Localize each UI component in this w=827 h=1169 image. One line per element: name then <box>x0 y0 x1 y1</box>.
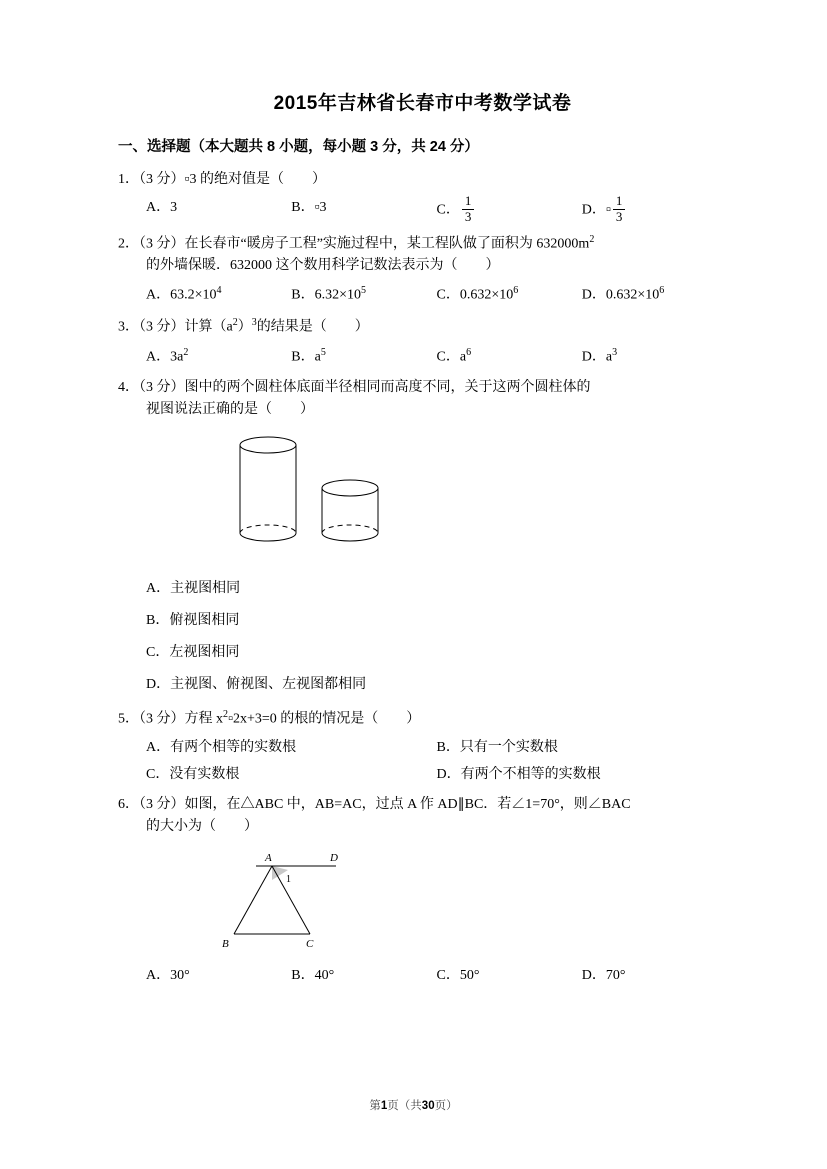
figure-triangle-abc <box>118 844 727 959</box>
footer-middle: 页（共 <box>387 1100 422 1112</box>
section-heading: 一、选择题（本大题共 8 小题，每小题 3 分，共 24 分） <box>118 139 479 155</box>
question-2-choice-c: C．$0.632\times 10^6$ <box>436 285 519 303</box>
question-6-stem-line2: 的大小为（ ） <box>146 819 258 834</box>
footer-prefix: 第 <box>369 1100 381 1112</box>
question-1-choice-a: A．3 <box>146 200 178 216</box>
fraction-one-third: $\frac{1}{3}$ <box>462 194 475 225</box>
question-6-score: （3 分） <box>139 797 185 813</box>
question-6-choices <box>118 963 727 990</box>
question-2-choice-b: B．$6.32\times 10^5$ <box>291 285 366 303</box>
question-1-choice-b: B．▫3 <box>291 200 327 216</box>
question-3-choice-c: C．$a^6$ <box>436 347 472 365</box>
question-1-number: 1． <box>118 172 139 187</box>
triangle-label-d: D <box>330 851 338 864</box>
question-4-stem-line2: 视图说法正确的是（ ） <box>146 401 314 417</box>
question-3-choices <box>118 343 727 371</box>
question-2-stem-line2: 的外墙保暖．632000 这个数用科学记数法表示为（ ） <box>146 258 500 274</box>
triangle-svg <box>218 844 388 954</box>
question-2-number: 2． <box>118 236 139 252</box>
question-5 <box>118 707 727 731</box>
question-1-choice-d-label: D． <box>581 202 606 218</box>
question-4 <box>118 377 727 420</box>
question-6-choice-b: B．40° <box>291 967 335 983</box>
question-6 <box>118 794 727 837</box>
question-1-choice-c-label: C． <box>436 202 460 218</box>
question-6-choice-d: D．70° <box>581 967 626 983</box>
question-6-choice-a: A．30° <box>146 967 190 983</box>
question-3-stem: 3．（3 分）计算$(a^2)^3$的结果是（ ） <box>118 317 369 335</box>
question-4-stem-line1: 4．（3 分）图中的两个圆柱体底面半径相同而高度不同，关于这两个圆柱体的 <box>118 380 591 396</box>
triangle-label-c: C <box>306 937 314 950</box>
fraction-one-third-negative: $\frac{1}{3}$ <box>613 194 626 225</box>
question-3-choice-a: A．$3a^2$ <box>146 347 189 365</box>
footer-page-number: 1 <box>380 1100 388 1112</box>
question-2-choice-a: A．$63.2\times 10^4$ <box>146 285 222 303</box>
footer-suffix: 页） <box>434 1100 458 1112</box>
question-1-minus: ▫ <box>184 172 190 187</box>
question-3-choice-b: B．$a^5$ <box>291 347 326 365</box>
question-4-score: （3 分） <box>139 380 185 396</box>
footer-total-pages: 30 <box>421 1100 435 1112</box>
question-6-number: 6． <box>118 797 139 813</box>
question-5-number: 5． <box>118 712 139 728</box>
triangle-label-angle1: 1 <box>286 873 291 885</box>
question-6-choice-c: C．50° <box>436 967 480 983</box>
question-5-stem: 5．（3 分）方程 $x^2▫2x+3=0$ 的根的情况是（ ） <box>118 709 421 728</box>
page-footer <box>0 1097 827 1113</box>
question-2-choices <box>118 281 727 309</box>
question-4-choice-c: C．左视图相同 <box>146 645 240 660</box>
question-1-choice-d: D．▫ $\frac{1}{3}$ <box>582 195 727 226</box>
question-4-choice-b: B．俯视图相同 <box>146 612 240 628</box>
question-4-choice-d: D．主视图、俯视图、左视图都相同 <box>146 677 367 693</box>
question-3-number: 3． <box>118 319 139 335</box>
question-2 <box>118 232 727 277</box>
question-5-score: （3 分） <box>139 712 185 728</box>
triangle-label-a: A <box>265 851 272 864</box>
question-5-choices <box>118 735 727 788</box>
question-5-choice-d: D．有两个不相等的实数根 <box>436 766 601 782</box>
question-3-score: （3 分） <box>139 319 185 335</box>
question-3-choice-d: D．$a^3$ <box>581 347 618 365</box>
triangle-label-b: B <box>222 937 229 950</box>
question-6-stem-line1: 6．（3 分）如图，在△ABC 中，AB=AC，过点 A 作 AD∥BC．若∠1=70°，则∠BAC <box>118 797 631 813</box>
question-5-choice-b: B．只有一个实数根 <box>436 740 558 756</box>
question-4-choices <box>118 573 727 702</box>
question-2-score: （3 分） <box>139 236 185 252</box>
cylinders-svg <box>228 431 398 556</box>
question-3 <box>118 315 727 339</box>
question-5-choice-a: A．有两个相等的实数根 <box>146 740 297 756</box>
question-1-text: 3 的绝对值是（ ） <box>189 172 326 187</box>
question-2-stem-line1 <box>118 232 727 255</box>
question-2-text-1: 在长春市“暖房子工程”实施过程中，某工程队做了面积为 632000m <box>184 236 590 252</box>
question-1 <box>118 168 727 191</box>
question-1-choice-c <box>437 195 582 226</box>
question-1-choices <box>118 195 727 226</box>
question-2-sup: 2 <box>589 233 595 245</box>
figure-two-cylinders <box>118 431 727 561</box>
question-1-score: （3 分） <box>139 172 185 187</box>
question-4-number: 4． <box>118 380 139 396</box>
question-1-stem <box>118 168 727 191</box>
question-2-choice-d: D．$0.632\times 10^6$ <box>581 285 665 303</box>
page-title: 2015年吉林省长春市中考数学试卷 <box>273 93 572 114</box>
question-4-choice-a: A．主视图相同 <box>146 580 241 596</box>
question-5-choice-c: C．没有实数根 <box>146 766 240 782</box>
